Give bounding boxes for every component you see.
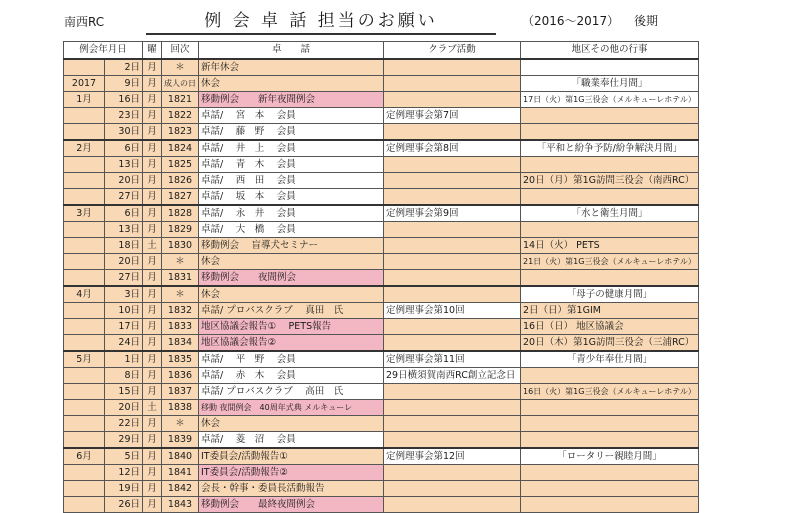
weekday-cell: 月 (143, 465, 162, 481)
region-cell (521, 481, 699, 497)
count-cell: ＊ (162, 286, 199, 303)
month-cell (64, 222, 105, 238)
club-cell (384, 254, 521, 270)
date-cell: 17日 (105, 319, 143, 335)
table-row (64, 59, 699, 76)
date-cell: 20日 (105, 254, 143, 270)
month-cell (64, 465, 105, 481)
date-cell: 24日 (105, 335, 143, 352)
weekday-cell: 月 (143, 76, 162, 92)
weekday-cell: 月 (143, 448, 162, 465)
region-cell (521, 124, 699, 141)
table-row (64, 448, 699, 465)
weekday-cell: 月 (143, 432, 162, 449)
date-cell: 27日 (105, 189, 143, 206)
weekday-cell: 月 (143, 173, 162, 189)
count-cell: ＊ (162, 416, 199, 432)
month-cell (64, 416, 105, 432)
date-cell: 5日 (105, 448, 143, 465)
page-title: 例 会 卓 話 担当のお願い (146, 6, 496, 35)
date-cell: 2日 (105, 59, 143, 76)
region-cell: 14日（火） PETS (521, 238, 699, 254)
date-cell: 19日 (105, 481, 143, 497)
date-cell: 13日 (105, 222, 143, 238)
table-row (64, 335, 699, 352)
month-cell (64, 319, 105, 335)
club-cell (384, 173, 521, 189)
talk-cell: 卓話/ プロバスクラブ 真田 氏 (199, 303, 384, 319)
region-cell (521, 59, 699, 76)
table-row (64, 108, 699, 124)
table-row (64, 286, 699, 303)
weekday-cell: 月 (143, 222, 162, 238)
region-cell: 「水と衛生月間」 (521, 205, 699, 222)
talk-cell: 休会 (199, 416, 384, 432)
club-cell (384, 92, 521, 108)
region-cell: 2日（日）第1GIM (521, 303, 699, 319)
date-cell: 12日 (105, 465, 143, 481)
table-row (64, 384, 699, 400)
club-cell (384, 124, 521, 141)
region-cell (521, 222, 699, 238)
talk-cell: 新年休会 (199, 59, 384, 76)
region-cell (521, 497, 699, 513)
date-cell: 6日 (105, 205, 143, 222)
weekday-cell: 月 (143, 497, 162, 513)
club-name: 南西RC (64, 15, 105, 29)
count-cell: 1824 (162, 140, 199, 157)
weekday-cell: 月 (143, 368, 162, 384)
table-row (64, 173, 699, 189)
date-cell: 18日 (105, 238, 143, 254)
count-cell: ＊ (162, 254, 199, 270)
region-cell: 20日（木）第1G訪問三役会（三浦RC） (521, 335, 699, 352)
month-cell: 5月 (64, 351, 105, 368)
region-cell (521, 400, 699, 416)
date-cell: 3日 (105, 286, 143, 303)
region-cell: 「青少年奉仕月間」 (521, 351, 699, 368)
period-label: （2016～2017） (522, 14, 620, 28)
weekday-cell: 月 (143, 205, 162, 222)
count-cell: 1840 (162, 448, 199, 465)
talk-cell: 卓話/ 西 田 会員 (199, 173, 384, 189)
table-row (64, 189, 699, 206)
table-header-row (64, 42, 699, 60)
club-cell (384, 76, 521, 92)
table-row (64, 481, 699, 497)
talk-cell: 卓話/ 青 木 会員 (199, 157, 384, 173)
month-cell: 2月 (64, 140, 105, 157)
weekday-cell: 土 (143, 238, 162, 254)
table-row (64, 124, 699, 141)
count-cell: 1836 (162, 368, 199, 384)
count-cell: 1823 (162, 124, 199, 141)
schedule-table (63, 41, 699, 513)
month-cell: 4月 (64, 286, 105, 303)
table-row (64, 140, 699, 157)
table-row (64, 238, 699, 254)
date-cell: 15日 (105, 384, 143, 400)
date-cell: 9日 (105, 76, 143, 92)
month-cell (64, 384, 105, 400)
club-cell (384, 189, 521, 206)
date-cell: 16日 (105, 92, 143, 108)
talk-cell: 卓話/ 坂 本 会員 (199, 189, 384, 206)
date-cell: 20日 (105, 173, 143, 189)
weekday-cell: 月 (143, 59, 162, 76)
region-cell (521, 108, 699, 124)
weekday-cell: 月 (143, 481, 162, 497)
col-talk: 卓 話 (199, 42, 384, 60)
count-cell: 1839 (162, 432, 199, 449)
date-cell: 22日 (105, 416, 143, 432)
talk-cell: 卓話/ 宮 本 会員 (199, 108, 384, 124)
count-cell: 1827 (162, 189, 199, 206)
weekday-cell: 月 (143, 189, 162, 206)
club-cell: 定例理事会第10回 (384, 303, 521, 319)
table-row (64, 351, 699, 368)
club-cell (384, 319, 521, 335)
club-cell (384, 384, 521, 400)
col-count: 回次 (162, 42, 199, 60)
club-cell (384, 432, 521, 449)
region-cell (521, 465, 699, 481)
month-cell (64, 173, 105, 189)
date-cell: 13日 (105, 157, 143, 173)
club-cell (384, 335, 521, 352)
talk-cell: 会長・幹事・委員長活動報告 (199, 481, 384, 497)
talk-cell: 卓話/ 井 上 会員 (199, 140, 384, 157)
table-row (64, 400, 699, 416)
weekday-cell: 月 (143, 303, 162, 319)
club-cell (384, 416, 521, 432)
club-cell (384, 286, 521, 303)
talk-cell: 移動例会 最終夜間例会 (199, 497, 384, 513)
club-cell: 定例理事会第12回 (384, 448, 521, 465)
talk-cell: IT委員会/活動報告① (199, 448, 384, 465)
region-cell: 16日（火）第1G三役会（メルキューレホテル） (521, 384, 699, 400)
month-cell (64, 303, 105, 319)
count-cell: 1842 (162, 481, 199, 497)
region-cell: 「母子の健康月間」 (521, 286, 699, 303)
weekday-cell: 月 (143, 157, 162, 173)
count-cell: 1837 (162, 384, 199, 400)
month-cell: 1月 (64, 92, 105, 108)
region-cell: 21日（火）第1G三役会（メルキューレホテル） (521, 254, 699, 270)
weekday-cell: 月 (143, 140, 162, 157)
talk-cell: 休会 (199, 286, 384, 303)
talk-cell: 卓話/ 永 井 会員 (199, 205, 384, 222)
table-row (64, 303, 699, 319)
table-row (64, 497, 699, 513)
month-cell (64, 124, 105, 141)
region-cell (521, 157, 699, 173)
table-row (64, 254, 699, 270)
region-cell: 「平和と紛争予防/紛争解決月間」 (521, 140, 699, 157)
month-cell (64, 368, 105, 384)
club-cell (384, 481, 521, 497)
talk-cell: 移動 夜間例会 40周年式典 メルキューレ (199, 400, 384, 416)
club-cell (384, 270, 521, 287)
count-cell: 1834 (162, 335, 199, 352)
weekday-cell: 月 (143, 124, 162, 141)
col-club: クラブ活動 (384, 42, 521, 60)
date-cell: 1日 (105, 351, 143, 368)
table-row (64, 465, 699, 481)
count-cell: 1825 (162, 157, 199, 173)
region-cell (521, 416, 699, 432)
club-cell: 定例理事会第7回 (384, 108, 521, 124)
talk-cell: 卓話/ 菱 沼 会員 (199, 432, 384, 449)
month-cell (64, 432, 105, 449)
count-cell: 1830 (162, 238, 199, 254)
region-cell (521, 432, 699, 449)
talk-cell: IT委員会/活動報告② (199, 465, 384, 481)
region-cell (521, 368, 699, 384)
weekday-cell: 月 (143, 270, 162, 287)
region-cell: 20日（月）第1G訪問三役会（南西RC） (521, 173, 699, 189)
date-cell: 27日 (105, 270, 143, 287)
club-cell (384, 465, 521, 481)
club-cell (384, 222, 521, 238)
count-cell: 1843 (162, 497, 199, 513)
weekday-cell: 月 (143, 335, 162, 352)
month-cell: 3月 (64, 205, 105, 222)
month-cell (64, 400, 105, 416)
talk-cell: 地区協議会報告① PETS報告 (199, 319, 384, 335)
count-cell: 1829 (162, 222, 199, 238)
month-cell (64, 108, 105, 124)
count-cell: 1838 (162, 400, 199, 416)
month-cell (64, 157, 105, 173)
date-cell: 20日 (105, 400, 143, 416)
date-cell: 8日 (105, 368, 143, 384)
count-cell: 成人の日 (162, 76, 199, 92)
month-cell (64, 59, 105, 76)
talk-cell: 休会 (199, 76, 384, 92)
date-cell: 23日 (105, 108, 143, 124)
month-cell (64, 270, 105, 287)
club-cell (384, 238, 521, 254)
table-row (64, 92, 699, 108)
count-cell: 1835 (162, 351, 199, 368)
table-row (64, 432, 699, 449)
count-cell: 1828 (162, 205, 199, 222)
weekday-cell: 月 (143, 92, 162, 108)
col-date: 例会年月日 (64, 42, 143, 60)
weekday-cell: 月 (143, 416, 162, 432)
table-row (64, 416, 699, 432)
month-cell (64, 335, 105, 352)
weekday-cell: 月 (143, 254, 162, 270)
month-cell (64, 497, 105, 513)
talk-cell: 休会 (199, 254, 384, 270)
count-cell: 1831 (162, 270, 199, 287)
weekday-cell: 月 (143, 319, 162, 335)
date-cell: 30日 (105, 124, 143, 141)
table-row (64, 319, 699, 335)
date-cell: 6日 (105, 140, 143, 157)
count-cell: 1832 (162, 303, 199, 319)
table-row (64, 222, 699, 238)
count-cell: 1821 (162, 92, 199, 108)
weekday-cell: 土 (143, 400, 162, 416)
date-cell: 10日 (105, 303, 143, 319)
month-cell: 6月 (64, 448, 105, 465)
table-row (64, 157, 699, 173)
weekday-cell: 月 (143, 108, 162, 124)
month-cell: 2017 (64, 76, 105, 92)
region-cell: 17日（火）第1G三役会（メルキューレホテル） (521, 92, 699, 108)
club-cell: 定例理事会第8回 (384, 140, 521, 157)
table-row (64, 270, 699, 287)
club-cell (384, 59, 521, 76)
count-cell: 1833 (162, 319, 199, 335)
talk-cell: 卓話/ 大 橋 会員 (199, 222, 384, 238)
talk-cell: 卓話/ 赤 木 会員 (199, 368, 384, 384)
month-cell (64, 254, 105, 270)
club-cell (384, 157, 521, 173)
talk-cell: 卓話/ 藤 野 会員 (199, 124, 384, 141)
region-cell (521, 270, 699, 287)
count-cell: 1822 (162, 108, 199, 124)
table-row (64, 368, 699, 384)
weekday-cell: 月 (143, 351, 162, 368)
table-row (64, 76, 699, 92)
count-cell: 1841 (162, 465, 199, 481)
talk-cell: 移動例会 夜間例会 (199, 270, 384, 287)
region-cell: 16日（日） 地区協議会 (521, 319, 699, 335)
region-cell: 「職業奉仕月間」 (521, 76, 699, 92)
col-region: 地区その他の行事 (521, 42, 699, 60)
talk-cell: 卓話/ 平 野 会員 (199, 351, 384, 368)
table-row (64, 205, 699, 222)
club-cell (384, 400, 521, 416)
talk-cell: 移動例会 新年夜間例会 (199, 92, 384, 108)
talk-cell: 地区協議会報告② (199, 335, 384, 352)
weekday-cell: 月 (143, 384, 162, 400)
col-weekday: 曜 (143, 42, 162, 60)
date-cell: 26日 (105, 497, 143, 513)
month-cell (64, 238, 105, 254)
region-cell (521, 189, 699, 206)
club-cell: 定例理事会第11回 (384, 351, 521, 368)
talk-cell: 卓話/ プロバスクラブ 高田 氏 (199, 384, 384, 400)
talk-cell: 移動例会 盲導犬セミナー (199, 238, 384, 254)
club-cell: 定例理事会第9回 (384, 205, 521, 222)
date-cell: 29日 (105, 432, 143, 449)
count-cell: 1826 (162, 173, 199, 189)
count-cell: ＊ (162, 59, 199, 76)
half-label: 後期 (634, 14, 659, 28)
region-cell: 「ロータリー親睦月間」 (521, 448, 699, 465)
month-cell (64, 189, 105, 206)
weekday-cell: 月 (143, 286, 162, 303)
club-cell: 29日横須賀南西RC創立記念日 (384, 368, 521, 384)
month-cell (64, 481, 105, 497)
club-cell (384, 497, 521, 513)
